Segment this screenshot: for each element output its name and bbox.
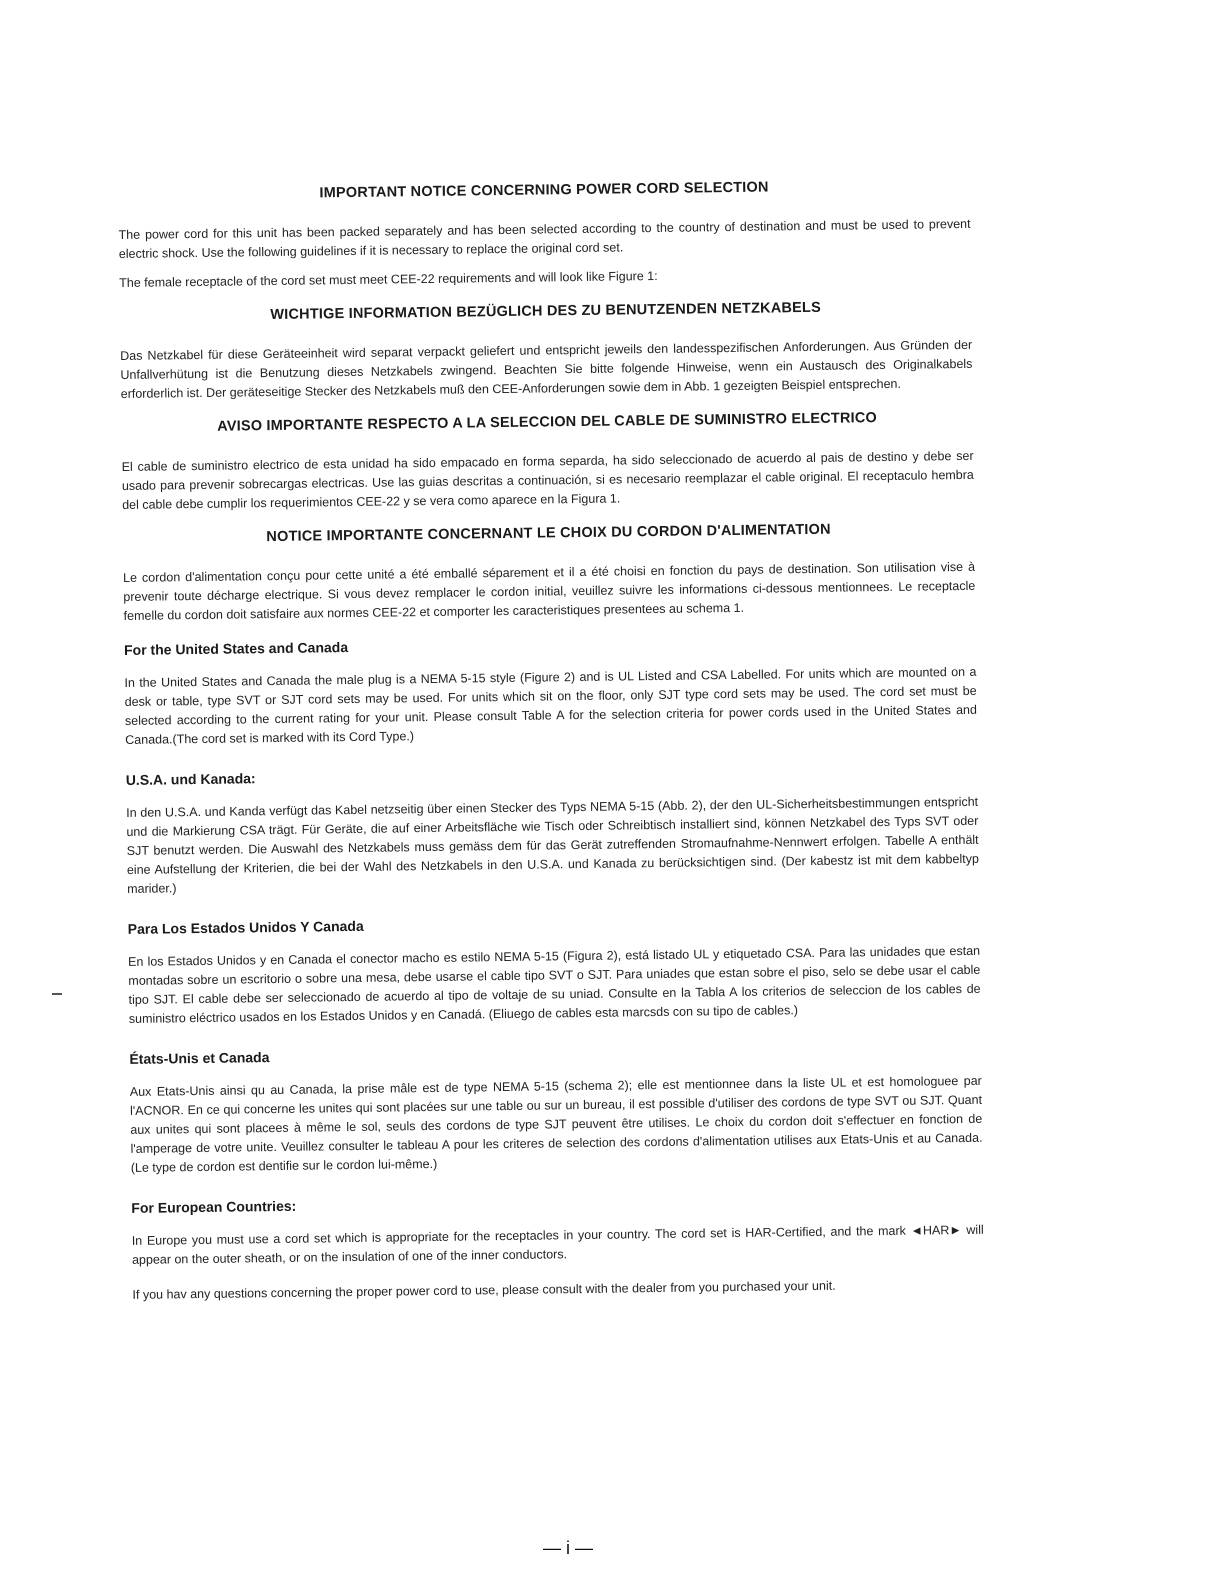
french-notice-paragraph: Le cordon d'alimentation conçu pour cette unité a été emballé séparement et il a été choisi en fonction du pays de destination. Son utilisation vise à prevenir toute décharge electrique. Si vous devez remplacer le cordon initial, veuillez suivre les informations ci-dessous mentionnees. Le receptacle femelle du cordon doit satisfaire aux normes CEE-22 et comporter les caracteristiques presentees au schema 1. <box>123 559 976 623</box>
spanish-notice-heading: AVISO IMPORTANTE RESPECTO A LA SELECCION DEL CABLE DE SUMINISTRO ELECTRICO <box>217 410 878 435</box>
usa-canada-paragraph-german: In den U.S.A. und Kanda verfügt das Kabel netzseitig über einen Stecker des Typs NEMA 5-15 (Abb. 2), der den UL-Sicherheitsbestimmungen entspricht und die Markierung CSA trägt. Für Geräte, die auf einer Arbeitsfläche wie Tisch oder Schreibtisch installiert sind, können Netzkabel des Typs SVT oder SJT benutzt werden. Die Auswahl des Netzkabels muss gemäss dem für das Gerät zutreffenden Stromaufnahme-Nennwert erfolgen. Tabelle A enthält eine Aufstellung der Kriterien, die bei der Wahl des Netzkabels in den U.S.A. und Kanada zu berücksichtigen sind. (Der kabestz ist mit dem kabbeltyp marider.) <box>126 794 979 896</box>
usa-canada-paragraph-spanish: En los Estados Unidos y en Canada el conector macho es estilo NEMA 5-15 (Figura 2), está listado UL y etiquetado CSA. Para las unidades que estan montadas sobre un escritorio o sobre una mesa, debe usarse el cable tipo SVT o SJT. Para uniades que estan sobre el piso, selo se debe usar el cable tipo SJT. El cable debe ser seleccionado de acuerdo al tipo de voltaje de su uniad. Consulte en la Tabla A los criterios de seleccion de los cables de suministro eléctrico usados en los Estados Unidos y en Canadá. (Eliuego de cables esta marcsds con su tipo de cables.) <box>128 943 981 1026</box>
spanish-notice-paragraph: El cable de suministro electrico de esta unidad ha sido empacado en forma separda, ha sido seleccionado de acuerdo al pais de destino y debe ser usado para prevenir sobrecargas electricas. Use las guias descritas a continuación, si es necesario reemplazar el cable original. El receptaculo hembra del cable debe cumplir los requerimientos CEE-22 y se vera como aparece en la Figura 1. <box>121 448 974 512</box>
german-notice-paragraph: Das Netzkabel für diese Geräteeinheit wird separat verpackt geliefert und entspricht jeweils den landesspezifischen Anforderungen. Aus Gründen der Unfallverhütung ist die Benutzung dieses Netzkabels zwingend. Beachten Sie bitte folgende Hinweise, wenn ein Austausch des Originalkabels erforderlich ist. Der geräteseitige Stecker des Netzkabels muß den CEE-Anforderungen sowie dem in Abb. 1 gezeigten Beispiel entsprechen. <box>120 337 973 401</box>
page-number: — i — <box>542 1538 593 1558</box>
english-notice-paragraph-1: The power cord for this unit has been packed separately and has been selected according to the country of destination and must be used to prevent electric shock. Use the following guidelines if it is necessary to replace the original cord set. <box>118 216 971 261</box>
english-notice-paragraph-2: The female receptacle of the cord set must meet CEE-22 requirements and will look like Figure 1: <box>119 268 658 290</box>
german-notice-heading: WICHTIGE INFORMATION BEZÜGLICH DES ZU BENUTZENDEN NETZKABELS <box>270 299 822 324</box>
document-body <box>118 177 985 1321</box>
english-notice-heading: IMPORTANT NOTICE CONCERNING POWER CORD SELECTION <box>319 179 769 202</box>
usa-canada-paragraph-english: In the United States and Canada the male plug is a NEMA 5-15 style (Figure 2) and is UL Listed and CSA Labelled. For units which are mounted on a desk or table, type SVT or SJT cord sets may be used. For units which sit on the floor, only SJT type cord sets may be used. The cord set must be selected according to the current rating for your unit. Please consult Table A for the selection criteria for power cords used in the United States and Canada.(The cord set is marked with its Cord Type.) <box>124 664 977 747</box>
usa-canada-heading-german: U.S.A. und Kanada: <box>125 770 256 788</box>
european-countries-paragraph: In Europe you must use a cord set which is appropriate for the receptacles in your country. The cord set is HAR-Certified, and the mark ◄HAR► will appear on the outer sheath, or on the insulation of one of the inner conductors. <box>131 1222 984 1267</box>
closing-note: If you hav any questions concerning the proper power cord to use, please consult with the dealer from you purchased your unit. <box>132 1278 836 1302</box>
scan-artifact-mark <box>52 993 62 995</box>
french-notice-heading: NOTICE IMPORTANTE CONCERNANT LE CHOIX DU CORDON D'ALIMENTATION <box>266 521 831 546</box>
usa-canada-paragraph-french: Aux Etats-Unis ainsi qu au Canada, la prise mâle est de type NEMA 5-15 (schema 2); elle est mentionnee dans la liste UL et est homologuee par l'ACNOR. En ce qui concerne les unites qui sont placées sur une table ou sur un bureau, il est possible d'utiliser des cordons de type SVT ou SJT. Quant aux unites qui sont placees à même le sol, seuls des cordons de type SJT peuvent être utilises. Le choix du cordon doit s'effectuer en fonction de l'amperage de votre unite. Veuillez consulter le tableau A pour les criteres de selection des cordons d'alimentation utilises aux Etats-Unis et au Canada. (Le type de cordon est dentifie sur le cordon lui-même.) <box>129 1073 983 1175</box>
usa-canada-heading-spanish: Para Los Estados Unidos Y Canada <box>127 917 364 937</box>
usa-canada-heading-french: États-Unis et Canada <box>129 1049 270 1067</box>
european-countries-heading: For European Countries: <box>131 1197 297 1216</box>
usa-canada-heading-english: For the United States and Canada <box>123 639 349 658</box>
